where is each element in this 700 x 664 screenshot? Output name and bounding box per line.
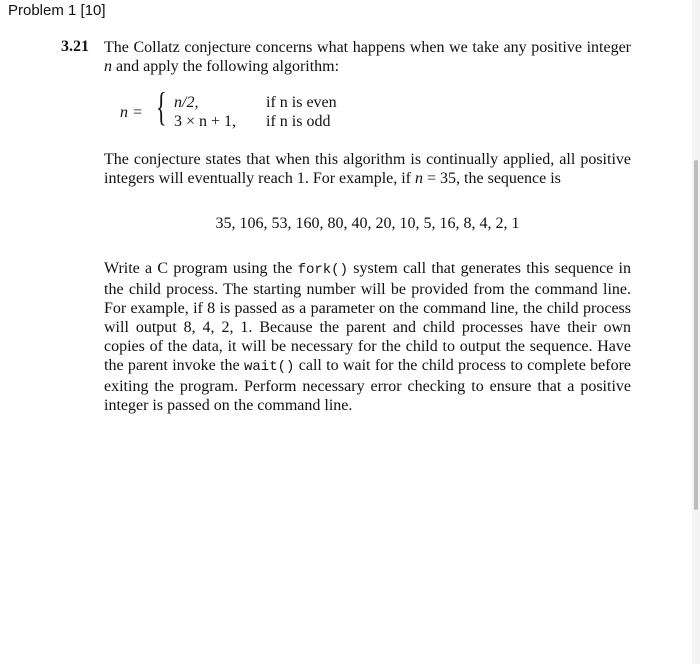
page-header-title: Problem 1 [10] — [8, 2, 106, 19]
formula-lhs: n = — [120, 104, 143, 121]
intro-variable: n — [104, 58, 112, 75]
problem-body — [104, 38, 631, 415]
collatz-formula — [104, 84, 631, 150]
conjecture-paragraph — [104, 150, 631, 188]
case-odd-expression: 3 × n + 1, — [174, 113, 237, 130]
intro-paragraph — [104, 38, 631, 76]
scrollbar-thumb[interactable] — [694, 160, 698, 510]
case-even-condition: if n is even — [266, 94, 337, 111]
intro-text-b: and apply the following algorithm: — [112, 58, 340, 75]
conjecture-text-b: = 35, the sequence is — [423, 170, 561, 187]
conjecture-text-a: The conjecture states that when this algorithm is continually applied, all positive integers will eventually reach 1. For example, if — [104, 151, 631, 187]
task-paragraph — [104, 259, 631, 415]
task-text-b: system call that generates this sequence in the child process. The starting number will be provided from the command line. For example, if 8 is passed as a parameter on the command line, the child process will output 8, 4, 2, 1. Because the parent and child processes have their own copies of the data, it will be necessary for the child to output the sequence. Have the parent invoke the — [104, 260, 631, 374]
case-even-expression: n/2, — [174, 94, 199, 111]
left-brace-symbol: { — [156, 84, 167, 129]
task-text-a: Write a C program using the — [104, 260, 298, 277]
example-sequence: 35, 106, 53, 160, 80, 40, 20, 10, 5, 16, 8, 4, 2, 1 — [215, 215, 520, 232]
intro-text-a: The Collatz conjecture concerns what happens when we take any positive integer — [104, 39, 631, 56]
wait-call-code: wait() — [243, 359, 295, 375]
problem-number: 3.21 — [61, 38, 89, 55]
fork-call-code: fork() — [297, 262, 348, 278]
case-odd-condition: if n is odd — [266, 113, 331, 130]
task-text-c: call to wait for the child process to complete before exiting the program. Perform necessary error checking to ensure that a positive integer is passed on the command line. — [104, 357, 631, 414]
vertical-scrollbar[interactable] — [692, 0, 700, 664]
conjecture-variable: n — [415, 170, 424, 187]
